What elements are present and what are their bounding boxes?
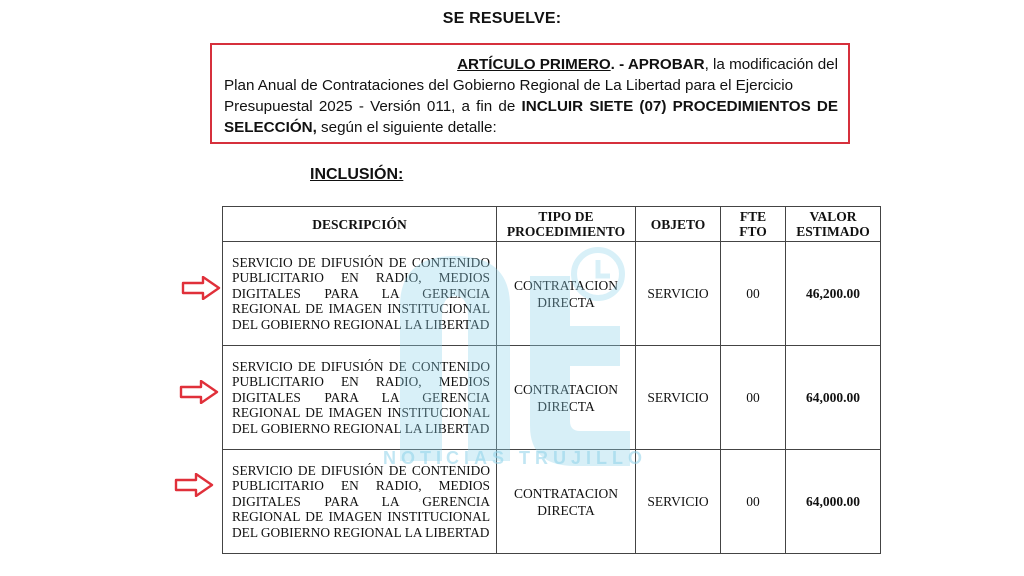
cell-tipo: CONTRATACION DIRECTA (497, 242, 636, 346)
cell-descripcion: SERVICIO DE DIFUSIÓN DE CONTENIDO PUBLICITARIO EN RADIO, MEDIOS DIGITALES PARA LA GERENCIA REGIONAL DE IMAGEN INSTITUCIONAL DEL GOBIERNO REGIONAL LA LIBERTAD (223, 450, 497, 554)
col-descripcion: DESCRIPCIÓN (223, 207, 497, 242)
cell-valor: 64,000.00 (786, 346, 881, 450)
col-tipo: TIPO DE PROCEDIMIENTO (497, 207, 636, 242)
cell-objeto: SERVICIO (636, 450, 721, 554)
table-row (223, 346, 881, 450)
watermark-text: NOTICIAS TRUJILLO (383, 448, 647, 468)
cell-descripcion: SERVICIO DE DIFUSIÓN DE CONTENIDO PUBLICITARIO EN RADIO, MEDIOS DIGITALES PARA LA GERENCIA REGIONAL DE IMAGEN INSTITUCIONAL DEL GOBIERNO REGIONAL LA LIBERTAD (223, 242, 497, 346)
cell-fte: 00 (721, 450, 786, 554)
cell-valor: 46,200.00 (786, 242, 881, 346)
cell-objeto: SERVICIO (636, 242, 721, 346)
arrow-right-icon (181, 276, 221, 300)
cell-valor: 64,000.00 (786, 450, 881, 554)
arrow-right-icon (179, 380, 219, 404)
arrow-right-icon (174, 473, 214, 497)
article-line-3: Presupuestal 2025 - Versión 011, a fin de INCLUIR SIETE (07) PROCEDIMIENTOS DE (224, 98, 838, 115)
article-line-1: ARTÍCULO PRIMERO. - APROBAR, la modificación del (457, 56, 838, 73)
cell-fte: 00 (721, 346, 786, 450)
procurement-table (222, 206, 881, 554)
resolution-heading: SE RESUELVE: (442, 10, 562, 27)
table-header-row (223, 207, 881, 242)
col-fte: FTE FTO (721, 207, 786, 242)
cell-tipo: CONTRATACION DIRECTA (497, 450, 636, 554)
col-valor: VALOR ESTIMADO (786, 207, 881, 242)
cell-descripcion: SERVICIO DE DIFUSIÓN DE CONTENIDO PUBLICITARIO EN RADIO, MEDIOS DIGITALES PARA LA GERENCIA REGIONAL DE IMAGEN INSTITUCIONAL DEL GOBIERNO REGIONAL LA LIBERTAD (223, 346, 497, 450)
cell-tipo: CONTRATACION DIRECTA (497, 346, 636, 450)
table-row (223, 242, 881, 346)
article-line-2: Plan Anual de Contrataciones del Gobierno Regional de La Libertad para el Ejercicio (224, 77, 794, 94)
cell-fte: 00 (721, 242, 786, 346)
cell-objeto: SERVICIO (636, 346, 721, 450)
col-objeto: OBJETO (636, 207, 721, 242)
article-highlight-box (210, 43, 850, 144)
inclusion-label: INCLUSIÓN: (310, 166, 404, 183)
article-line-4: SELECCIÓN, según el siguiente detalle: (224, 119, 497, 136)
